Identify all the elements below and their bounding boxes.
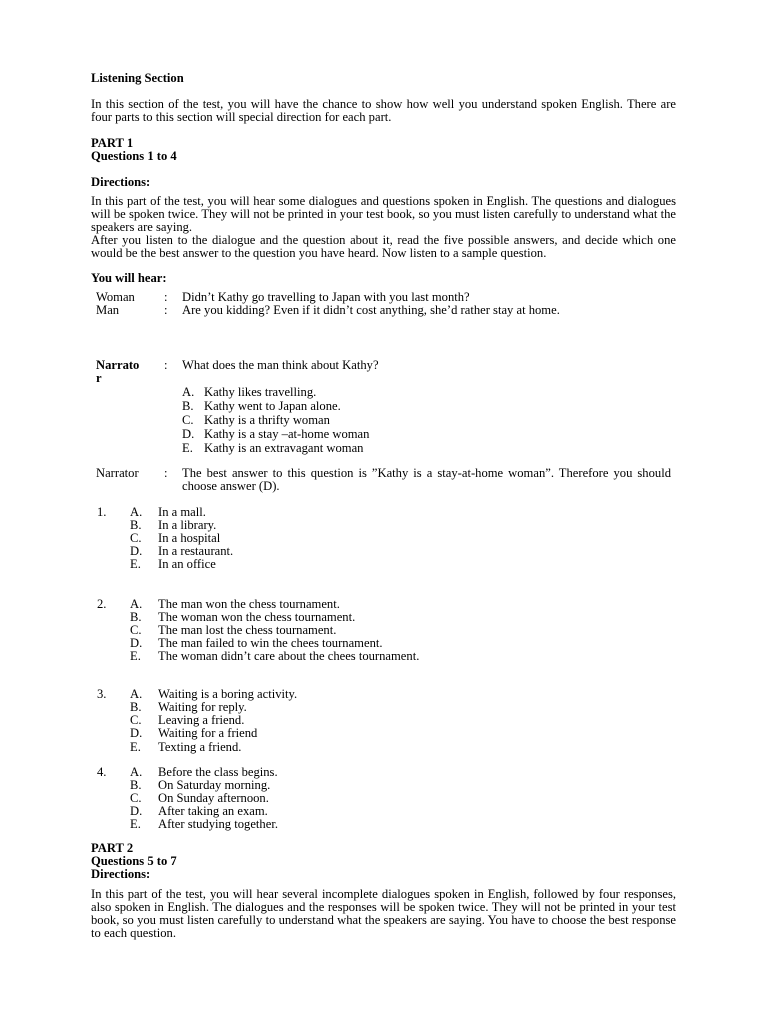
option-text: The man failed to win the chees tournament. <box>158 636 383 650</box>
speaker-name: Woman <box>96 290 135 304</box>
option-letter: C. <box>182 413 194 427</box>
option-letter: B. <box>130 610 142 624</box>
narrator-speaker-line1: Narrato <box>96 358 140 372</box>
option-text: In a hospital <box>158 531 221 545</box>
separator-colon: : <box>164 303 168 317</box>
option-text: On Sunday afternoon. <box>158 791 269 805</box>
part1-questions-range: Questions 1 to 4 <box>91 149 177 163</box>
narrator-speaker-line2: r <box>96 371 102 385</box>
option-letter: E. <box>130 740 141 754</box>
separator-colon: : <box>164 466 168 480</box>
utterance-text: Didn’t Kathy go travelling to Japan with you last month? <box>182 290 470 304</box>
narrator-question-text: What does the man think about Kathy? <box>182 358 379 372</box>
part1-directions-paragraph-1: In this part of the test, you will hear some dialogues and questions spoken in English. The questions and dialogues will be spoken twice. They will not be printed in your test book, so you must listen carefully to understand what the speakers are saying. <box>91 194 676 234</box>
option-letter: E. <box>130 557 141 571</box>
option-text: In a mall. <box>158 505 206 519</box>
option-text: Kathy likes travelling. <box>204 385 317 399</box>
option-letter: D. <box>130 726 143 740</box>
option-text: The woman won the chess tournament. <box>158 610 356 624</box>
sample-option-b <box>182 400 341 413</box>
option-text: In a restaurant. <box>158 544 234 558</box>
option-letter: C. <box>130 623 142 637</box>
part1-directions-paragraph-2: After you listen to the dialogue and the question about it, read the five possible answers, and decide which one would be the best answer to the question you have heard. Now listen to a sample question. <box>91 233 676 260</box>
separator-colon: : <box>164 290 168 304</box>
option-letter: B. <box>130 778 142 792</box>
question-4-option-e <box>130 818 278 831</box>
option-text: In an office <box>158 557 216 571</box>
option-text: The man won the chess tournament. <box>158 597 340 611</box>
part2-directions-paragraph: In this part of the test, you will hear several incomplete dialogues spoken in English, followed by four responses, also spoken in English. The dialogues and the responses will be spoken twice. They will not be printed in your test book, so you must listen carefully to understand what the speakers are saying. You have to choose the best response to each question. <box>91 887 676 940</box>
separator-colon: : <box>164 358 168 372</box>
option-letter: A. <box>130 687 143 701</box>
option-text: Kathy is a thrifty woman <box>204 413 330 427</box>
utterance-text: Are you kidding? Even if it didn’t cost anything, she’d rather stay at home. <box>182 303 560 317</box>
option-letter: E. <box>130 817 141 831</box>
part1-directions-label: Directions: <box>91 175 151 189</box>
option-text: Texting a friend. <box>158 740 242 754</box>
sample-option-d <box>182 428 369 441</box>
option-text: Leaving a friend. <box>158 713 245 727</box>
section-heading: Listening Section <box>91 71 184 85</box>
option-letter: B. <box>130 700 142 714</box>
option-letter: D. <box>130 544 143 558</box>
part2-directions-label: Directions: <box>91 867 151 881</box>
question-3-number: 3. <box>97 687 107 701</box>
narrator-answer-speaker: Narrator <box>96 466 139 480</box>
option-letter: C. <box>130 531 142 545</box>
option-letter: A. <box>130 597 143 611</box>
option-text: Kathy is an extravagant woman <box>204 441 364 455</box>
question-1-option-e <box>130 558 216 571</box>
option-text: After taking an exam. <box>158 804 268 818</box>
option-letter: D. <box>182 427 195 441</box>
question-3-option-e <box>130 741 241 754</box>
option-text: Waiting for a friend <box>158 726 258 740</box>
option-letter: E. <box>130 649 141 663</box>
you-will-hear-label: You will hear: <box>91 271 167 285</box>
option-letter: D. <box>130 804 143 818</box>
option-text: Before the class begins. <box>158 765 278 779</box>
question-2-number: 2. <box>97 597 107 611</box>
option-letter: A. <box>130 505 143 519</box>
option-text: The woman didn’t care about the chees tournament. <box>158 649 420 663</box>
option-letter: B. <box>130 518 142 532</box>
option-text: In a library. <box>158 518 217 532</box>
part2-title: PART 2 <box>91 841 134 855</box>
question-3-option-d <box>130 727 257 740</box>
option-letter: A. <box>182 385 195 399</box>
option-text: Kathy went to Japan alone. <box>204 399 341 413</box>
option-text: The man lost the chess tournament. <box>158 623 337 637</box>
part2-questions-range: Questions 5 to 7 <box>91 854 177 868</box>
sample-option-a <box>182 386 316 399</box>
option-text: Kathy is a stay –at-home woman <box>204 427 370 441</box>
section-intro: In this section of the test, you will have the chance to show how well you understand spoken English. There are four parts to this section will special direction for each part. <box>91 97 676 124</box>
question-2-option-e <box>130 650 419 663</box>
part1-title: PART 1 <box>91 136 134 150</box>
option-text: On Saturday morning. <box>158 778 271 792</box>
option-letter: E. <box>182 441 193 455</box>
option-letter: B. <box>182 399 194 413</box>
option-letter: C. <box>130 791 142 805</box>
question-1-number: 1. <box>97 505 107 519</box>
option-text: After studying together. <box>158 817 278 831</box>
sample-option-e <box>182 442 363 455</box>
option-letter: A. <box>130 765 143 779</box>
sample-option-c <box>182 414 330 427</box>
option-letter: C. <box>130 713 142 727</box>
speaker-name: Man <box>96 303 120 317</box>
question-4-number: 4. <box>97 765 107 779</box>
option-text: Waiting for reply. <box>158 700 247 714</box>
option-text: Waiting is a boring activity. <box>158 687 298 701</box>
narrator-answer-text: The best answer to this question is ”Kathy is a stay-at-home woman”. Therefore you should choose answer (D). <box>182 466 671 493</box>
option-letter: D. <box>130 636 143 650</box>
